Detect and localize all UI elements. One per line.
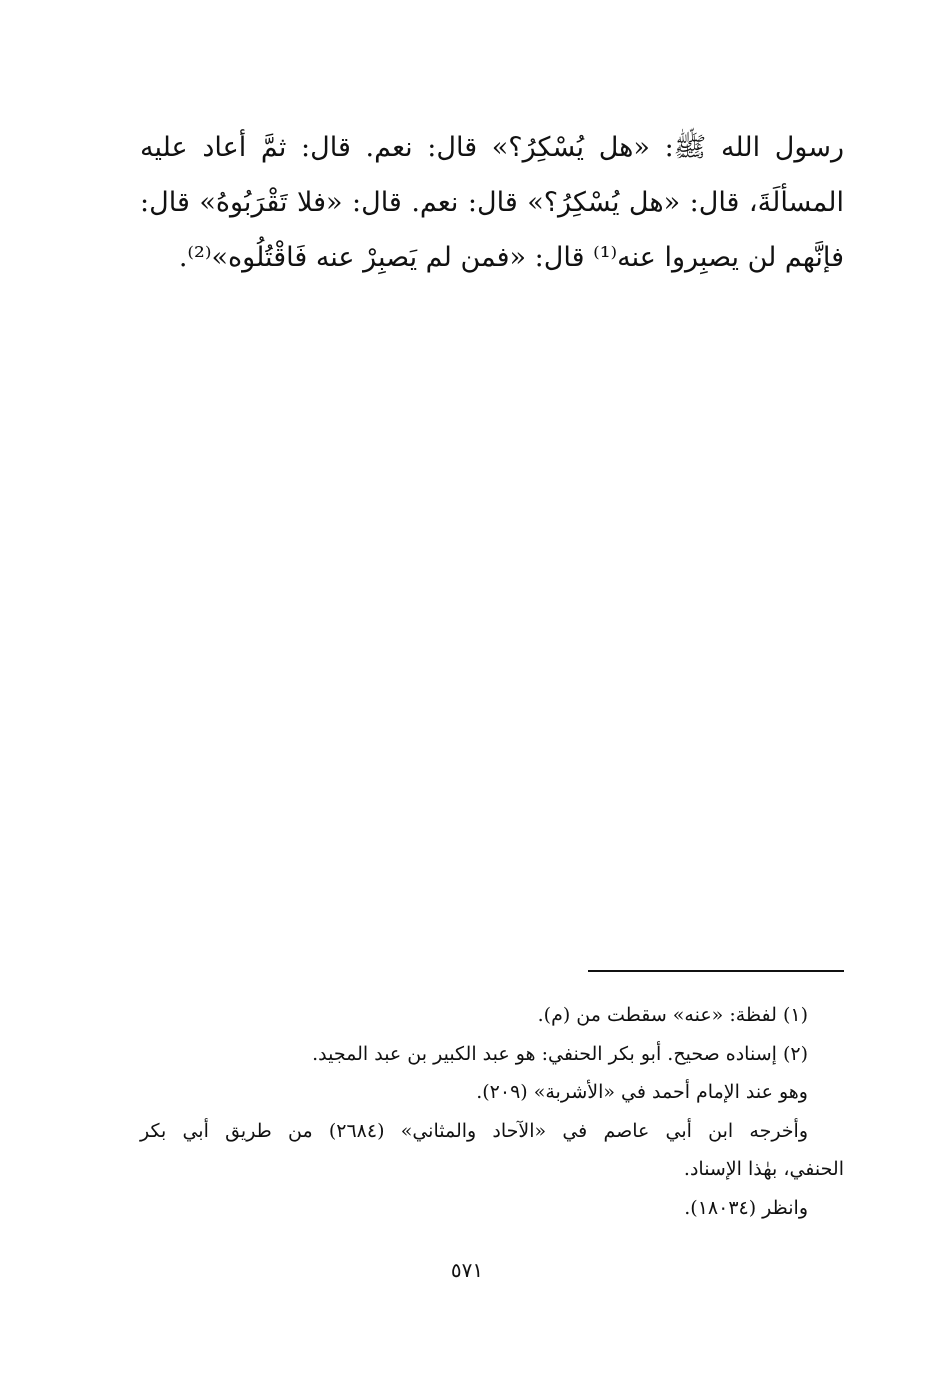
footnote-line: وأخرجه ابن أبي عاصم في «الآحاد والمثاني» (٢٦٨٤) من طريق أبي بكر <box>140 1119 809 1142</box>
main-text <box>140 120 844 285</box>
main-text-line: المسألَةَ، قال: «هل يُسْكِرُ؟» قال: نعم. قال: «فلا تَقْرَبُوهُ» قال: <box>140 187 844 218</box>
main-text-line: فإنَّهم لن يصبِروا عنه⁽¹⁾ قال: «فمن لم يَصبِرْ عنه فَاقْتُلُوه»⁽²⁾. <box>178 242 844 273</box>
footnote-line: وانظر (١٨٠٣٤). <box>684 1196 808 1219</box>
footnotes <box>140 996 844 1227</box>
footnote-line: وهو عند الإمام أحمد في «الأشربة» (٢٠٩). <box>476 1081 808 1103</box>
main-text-line: رسول الله ﷺ: «هل يُسْكِرُ؟» قال: نعم. قال: ثمَّ أعاد عليه <box>140 132 844 163</box>
footnote-separator <box>588 970 844 972</box>
footnote-line: (١) لفظة: «عنه» سقطت من (م). <box>537 1004 808 1026</box>
footnote-line: (٢) إسناده صحيح. أبو بكر الحنفي: هو عبد الكبير بن عبد المجيد. <box>312 1042 808 1065</box>
page-number: ٥٧١ <box>450 1258 484 1282</box>
footnote-line: الحنفي، بهٰذا الإسناد. <box>683 1158 844 1180</box>
